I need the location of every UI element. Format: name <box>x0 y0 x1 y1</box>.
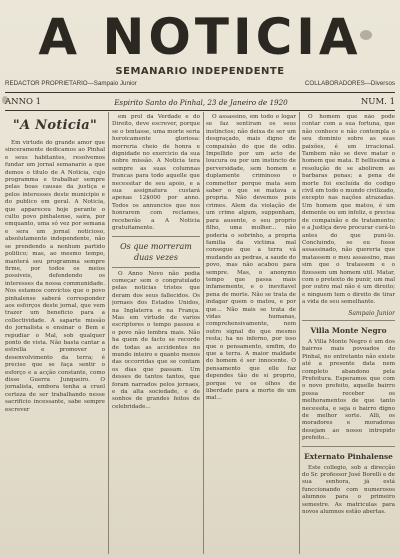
staff-editor: REDACTOR PROPRIETARIO—Sampaio Junior <box>5 80 137 87</box>
section-heading-villa-monte-negro: Villa Monte Negro <box>310 325 387 335</box>
article-heading-dead-twice: Os que morreram duas vezes <box>120 241 192 262</box>
column-3 <box>206 114 296 554</box>
article-heading-a-noticia: "A Noticia" <box>12 118 98 133</box>
issue-line <box>5 95 395 109</box>
section-divider <box>302 320 395 321</box>
staff-line <box>5 80 395 87</box>
article-signature: Sampaio Junior <box>348 309 395 317</box>
section-divider <box>302 446 395 447</box>
column-2 <box>112 114 200 554</box>
section-body: Este collegio, sob a direcção do Sr. professor José Borelli e de sua senhora, já está funccionando com numerosos alumnos para o primeiro semestre. As matriculas para novos alumnos estão abertas. <box>302 464 395 516</box>
column-4 <box>302 114 395 554</box>
staff-collaborators: COLLABORADORES—Diversos <box>304 80 395 87</box>
masthead-title: A NOTICIA <box>38 8 362 66</box>
section-body: A Villa Monte Negro é um dos bairros mais povoados do Pinhal, no entretanto não existe até a presente data nem completo abandono pela Prefeitura. Esperamos que com o novo prefeito, aquelle bairro possa receber os melhoramentos de que tanto necessita, e seja o bairro digno de melhor sorte. Alli, os moradores e moradoras desejam ao nosso intrepido prefeito... <box>302 338 395 442</box>
column-divider <box>108 112 109 554</box>
issue-location-date: Espirito Santo do Pinhal, 23 de Janeiro de 1920 <box>114 97 288 107</box>
column-1 <box>5 114 105 554</box>
column-divider <box>203 112 204 554</box>
column-divider <box>299 112 300 554</box>
article-body: O assassino, em todo o logar se faz sentiram os seus instinctos; não deixa de ser um desgraçado, mais digno de compaixão do que de odio. Impellido por um acto de loucura ou por um instincto de perversidade, sem homem e duplamente criminoso o commetter porque mata sem saber o que se matava a propria. Não devemos pois crimes. Alem da violação de um crime algum, supponham, para ausente, o seu proprio filho, uma mulher... não poderia o sobrinho, a propria familia da victima mal consegue que a terra vá mudando as pedras, a saude do povo, mas não acabou para sempre. Mas, o anonymo tempo que passa mais infamemente, e o inevitavel pena de morte. Não se trata de indagar quem o matou, e por que... Não mais se trata de vidas humanas, comprehensivamente, nem outro signal do que mesmo resta; ha no inferno, por isso que o pensamento, emfim, do que a terra. A maior maldade do homem é ser innocente. O pensamento que elle faz dependes tão de si proprio, porque ve os olhos de liberdade para a morte de um mal... <box>206 114 296 402</box>
issue-number: NUM. 1 <box>360 97 395 107</box>
section-divider <box>112 236 200 237</box>
bottom-rule <box>5 110 395 111</box>
section-heading-externato: Externato Pinhalense <box>304 451 393 461</box>
section-divider <box>112 267 200 268</box>
article-body: Em virtude do grande amor que sinceramente dedicamos ao Pinhal e seus habitantes, resolvemos fundar um jornal semanario a que demos o titulo de A Noticia, cujo programma e trabalhar sempre pelas boas causas da justiça e pelos interesses deste municipio e do publico em geral. A Noticia, que appareceu hoje perante o culto povo pinhalense, saira, por emquanto, uma só vez por semana e sera um jornal noticioso, absolutamente independente, não se prendendo a nenhum partido politico; mas, ao mesmo tempo, manterá seu programma sempre firme, por todos os meios possiveis, defendendo os interesses da nossa communidade. Nos estamos convictos que o povo pinhalense saberá corresponder aos esforços deste jornal, que vem trazer um beneficio para a collectividade. A saparte missão do jornalista e ensinar o Bem e repudiar o Mal, sob qualquer ponto de vista. Não basta cantar a estrella e promover o desenvolvimento da terra; é preciso que se faça sentir o esforço e a acção constante, como disse Guerra Junqueiro. O jornalista, embora tenha a cruel certeza de ser trabalhando nesse sacrificio incessante, sabe sempre escrever <box>5 140 105 413</box>
article-body: O homem que não pode contar com a sua fortuna, que não conhece e não contempla o seu dominio sobre as suas paixões, é um irracional. Tambem não se deve matar o homem que mata. E bellissima a resolução de se abolirem as barbaras penas; a pena de morte foi excluída do codigo civil em todo o mundo civilizado, excepto nas nações atrazadas. Um homem que matou, é um demente ou um infeliz, e precisa de compaixão e de tratamento; e a Justiça deve procurar curá-lo antes do que puni-lo. Concluindo, se eu fosse assassinado, não quereria que matassem o meu assassino, mas sim que o tratassem e o fizessem um homem util. Matar, com o pretexto de punir, um mal por outro mal não é um direito; e ninguem tem o direito de tirar a vida de seu semelhante. <box>302 114 395 306</box>
article-body: O Anno Novo não podia começar sem o congratulado pelas noticias tristes que deram dos seus fallecidos. Os jornaes dos Estados Unidos, na Inglaterra e na França. Mas em virtude de varios escriptores o tempo passou e o povo não lembra mais. Não ha quem de facto se recorde de todas as accidentes no mundo inteiro e quanto menos das occorridas que se contam os dias que passam. Um desses de tantos tantos, que foram narrados pelos jornaes, e da alta sociedade, e de sonhos de grandes feitos de celebridade... <box>112 270 200 410</box>
top-rule <box>5 92 395 93</box>
article-body: em prol da Verdade e do Direito, deve escrever, porque se o tentasse, uma morte seria heroicamente gloriosa: morreria cheio de honra e dignidade no exercicio da sua nobre missão. A Noticia tera sempre as suas columnas francas para todo aquelle que necessitar de seu apoio, e a sua assignatura custará apenas 12$000 por anno. Todos os annuncios que nos honrarem com reclames, receberão a A Noticia gratuitamente. <box>112 114 200 232</box>
masthead-subtitle: SEMANARIO INDEPENDENTE <box>115 66 285 77</box>
issue-year: ANNO 1 <box>5 97 42 107</box>
